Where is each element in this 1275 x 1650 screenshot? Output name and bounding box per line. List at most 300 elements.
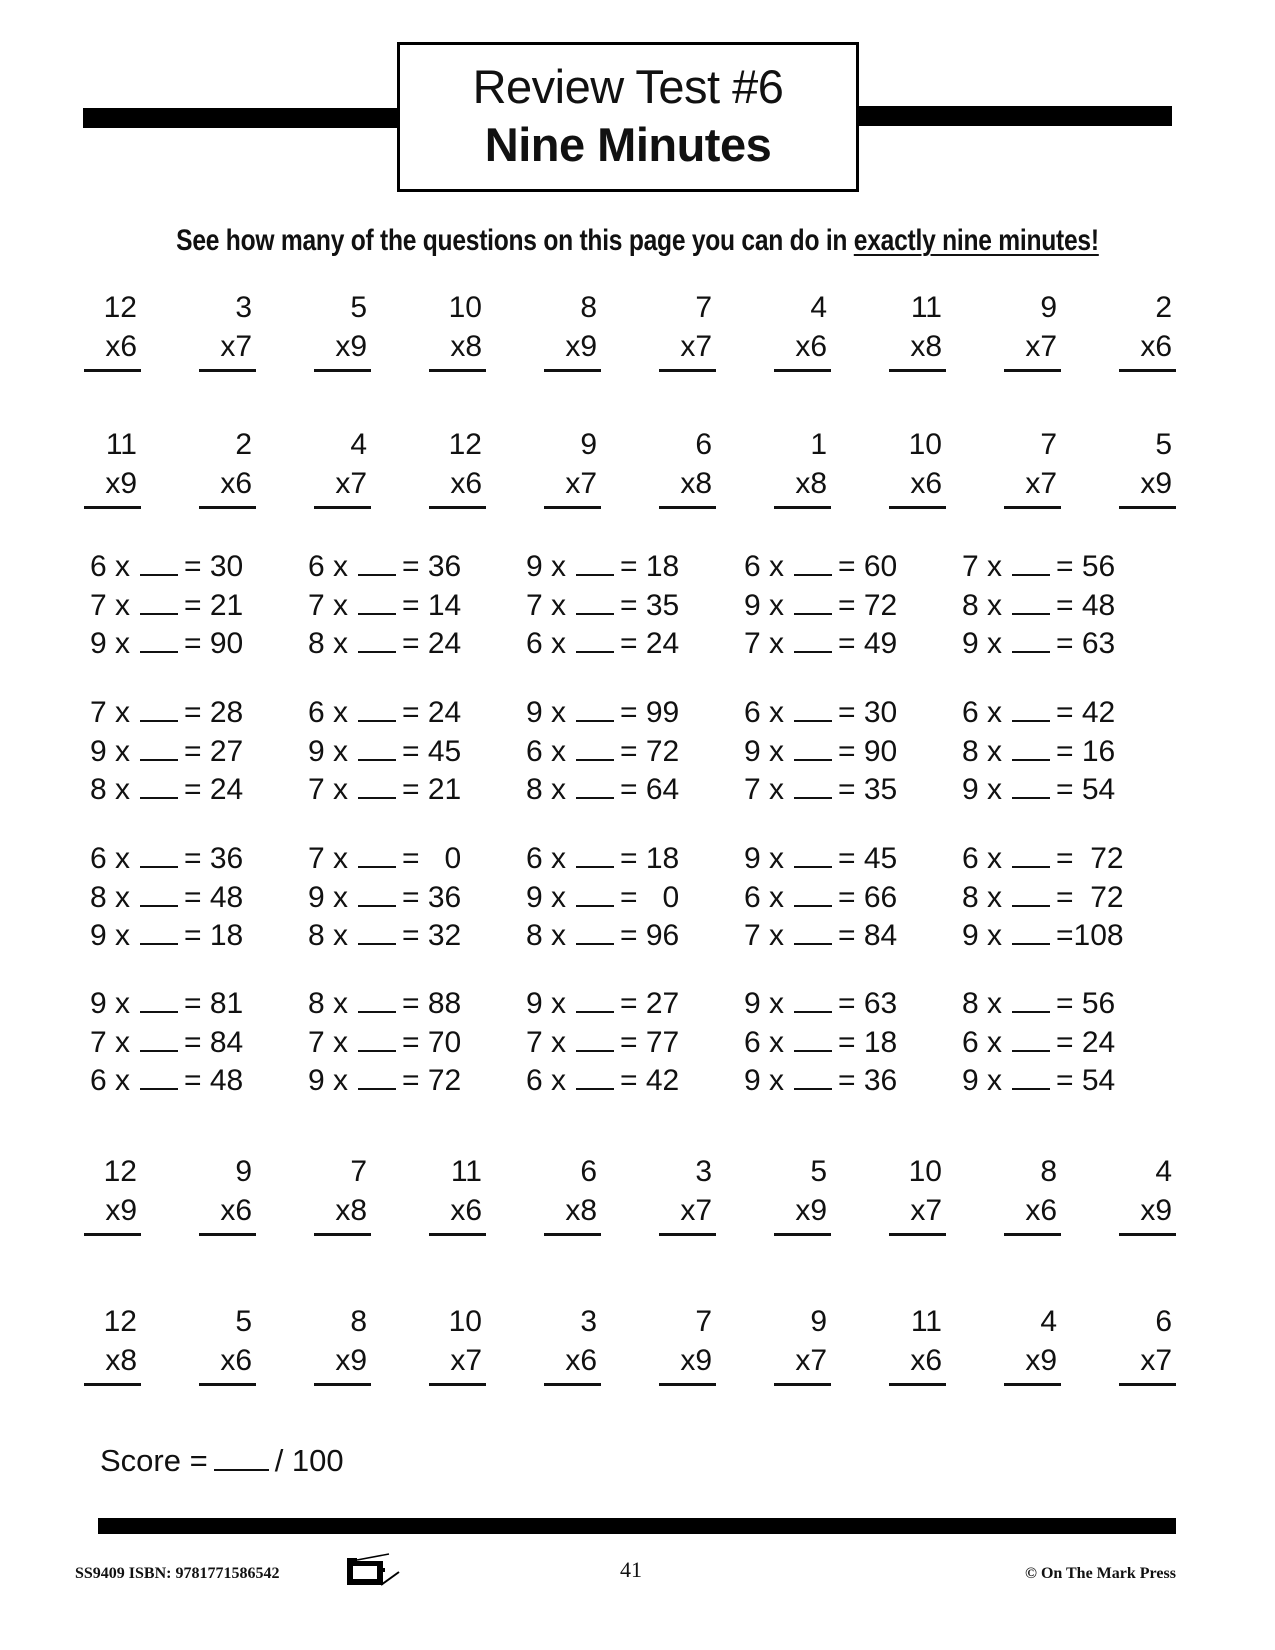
equation-factor: 9 x [962, 919, 1003, 952]
problem-multiplier: x6 [1025, 1194, 1057, 1227]
fill-in-equation [744, 840, 962, 879]
score-total: / 100 [274, 1443, 344, 1478]
answer-blank[interactable] [576, 1062, 614, 1090]
vertical-problem [84, 428, 141, 508]
problem-multiplier: x9 [795, 1194, 827, 1227]
equation-factor: 6 x [744, 1025, 785, 1059]
equation-factor: 9 x [962, 1064, 1003, 1097]
fill-in-group [526, 985, 744, 1101]
answer-line[interactable] [314, 1383, 371, 1386]
answer-line[interactable] [84, 1383, 141, 1386]
equation-product: = 63 [838, 987, 898, 1020]
vertical-problem [199, 291, 256, 371]
fill-in-equation [526, 879, 744, 918]
answer-blank[interactable] [358, 694, 396, 722]
equation-product: = 66 [838, 880, 898, 914]
answer-line[interactable] [84, 369, 141, 372]
equation-product: = 70 [402, 1025, 462, 1059]
answer-blank[interactable] [1012, 985, 1050, 1013]
vertical-problem [544, 1305, 601, 1385]
answer-blank[interactable] [140, 548, 178, 576]
answer-blank[interactable] [794, 879, 832, 907]
answer-blank[interactable] [576, 1024, 614, 1052]
problem-top-number: 5 [350, 291, 367, 324]
fill-in-equation [962, 625, 1180, 664]
problem-top-number: 6 [580, 1155, 597, 1188]
answer-line[interactable] [1004, 1383, 1061, 1386]
problem-top-number: 7 [695, 291, 712, 324]
fill-in-equation [90, 733, 308, 772]
answer-line[interactable] [199, 1233, 256, 1236]
score-blank[interactable] [214, 1443, 269, 1471]
problem-top-number: 8 [580, 291, 597, 324]
answer-blank[interactable] [794, 1062, 832, 1090]
answer-blank[interactable] [794, 771, 832, 799]
equation-product: = 49 [838, 627, 898, 660]
answer-blank[interactable] [576, 771, 614, 799]
equation-product: = 18 [838, 1025, 898, 1059]
answer-blank[interactable] [1012, 587, 1050, 615]
problem-multiplier: x9 [1140, 467, 1172, 500]
fill-in-block [90, 985, 1180, 1101]
problem-top-number: 10 [908, 428, 942, 461]
equation-factor: 8 x [90, 880, 131, 914]
vertical-problem [544, 291, 601, 371]
problem-top-number: 3 [695, 1155, 712, 1188]
answer-line[interactable] [1119, 1383, 1176, 1386]
problem-multiplier: x9 [105, 467, 137, 500]
answer-blank[interactable] [140, 879, 178, 907]
fill-in-group [962, 985, 1180, 1101]
equation-factor: 6 x [744, 550, 785, 583]
answer-blank[interactable] [794, 694, 832, 722]
equation-factor: 8 x [962, 987, 1003, 1020]
problem-top-number: 8 [1040, 1155, 1057, 1188]
answer-line[interactable] [314, 1233, 371, 1236]
answer-blank[interactable] [576, 840, 614, 868]
fill-in-group [526, 694, 744, 810]
fill-in-group [744, 985, 962, 1101]
fill-in-equation [308, 840, 526, 879]
equation-product: = 18 [620, 842, 680, 875]
fill-in-equation [526, 548, 744, 587]
problem-top-number: 5 [235, 1305, 252, 1338]
answer-blank[interactable] [140, 587, 178, 615]
fill-in-group [744, 840, 962, 956]
fill-in-block [90, 548, 1180, 664]
problem-top-number: 12 [448, 428, 482, 461]
fill-in-equation [308, 1024, 526, 1063]
fill-in-equation [308, 917, 526, 956]
equation-product: = 36 [838, 1064, 898, 1097]
equation-product: = 24 [402, 696, 462, 729]
answer-line[interactable] [659, 506, 716, 509]
answer-line[interactable] [659, 1383, 716, 1386]
problem-multiplier: x9 [105, 1194, 137, 1227]
vertical-problem [544, 428, 601, 508]
answer-line[interactable] [1119, 1233, 1176, 1236]
equation-factor: 7 x [90, 1025, 131, 1059]
fill-in-group [744, 694, 962, 810]
problem-top-number: 1 [810, 428, 827, 461]
fill-in-equation [526, 1062, 744, 1101]
equation-factor: 8 x [526, 773, 567, 806]
problem-multiplier: x7 [795, 1344, 827, 1377]
vertical-problem [1119, 1305, 1176, 1385]
answer-blank[interactable] [794, 1024, 832, 1052]
answer-line[interactable] [774, 1233, 831, 1236]
equation-product: = 60 [838, 550, 898, 583]
fill-in-group [962, 548, 1180, 664]
answer-line[interactable] [1119, 506, 1176, 509]
answer-line[interactable] [659, 1233, 716, 1236]
footer-code-isbn: SS9409 ISBN: 9781771586542 [75, 1565, 280, 1582]
vertical-problem [429, 428, 486, 508]
fill-in-block [90, 694, 1180, 810]
equation-factor: 6 x [526, 627, 567, 660]
vertical-problem [84, 1155, 141, 1235]
equation-product: = 99 [620, 696, 680, 729]
problem-top-number: 7 [1040, 428, 1057, 461]
answer-blank[interactable] [140, 917, 178, 945]
answer-blank[interactable] [794, 733, 832, 761]
vertical-problem [1004, 1305, 1061, 1385]
fill-in-group [308, 840, 526, 956]
score-line [100, 1443, 344, 1479]
equation-product: = 64 [620, 773, 680, 806]
answer-line[interactable] [889, 506, 946, 509]
fill-in-equation [962, 548, 1180, 587]
problem-multiplier: x7 [450, 1344, 482, 1377]
fill-in-equation [744, 548, 962, 587]
answer-line[interactable] [199, 369, 256, 372]
answer-line[interactable] [314, 506, 371, 509]
fill-in-equation [308, 694, 526, 733]
answer-blank[interactable] [358, 733, 396, 761]
equation-product: = 14 [402, 588, 462, 622]
vertical-problem-row [84, 291, 1176, 371]
answer-line[interactable] [314, 369, 371, 372]
fill-in-group [526, 548, 744, 664]
equation-factor: 9 x [526, 987, 567, 1020]
problem-multiplier: x6 [220, 1344, 252, 1377]
answer-blank[interactable] [358, 587, 396, 615]
vertical-problem [889, 1305, 946, 1385]
answer-line[interactable] [659, 369, 716, 372]
equation-product: = 36 [402, 550, 462, 583]
vertical-problem [1004, 291, 1061, 371]
vertical-problem [429, 291, 486, 371]
equation-factor: 9 x [744, 842, 785, 875]
answer-blank[interactable] [358, 548, 396, 576]
answer-blank[interactable] [358, 840, 396, 868]
answer-line[interactable] [544, 1383, 601, 1386]
equation-factor: 7 x [308, 1025, 349, 1059]
footer-bar [98, 1518, 1176, 1534]
vertical-problem [199, 428, 256, 508]
answer-blank[interactable] [576, 587, 614, 615]
answer-blank[interactable] [1012, 771, 1050, 799]
fill-in-equation [962, 587, 1180, 626]
answer-line[interactable] [889, 369, 946, 372]
answer-blank[interactable] [1012, 840, 1050, 868]
equation-product: = 96 [620, 919, 680, 952]
answer-line[interactable] [1004, 1233, 1061, 1236]
answer-blank[interactable] [140, 771, 178, 799]
problem-multiplier: x6 [105, 330, 137, 363]
answer-line[interactable] [84, 1233, 141, 1236]
answer-blank[interactable] [576, 917, 614, 945]
answer-blank[interactable] [576, 548, 614, 576]
equation-product: = 84 [838, 919, 898, 952]
problem-top-number: 6 [1155, 1305, 1172, 1338]
fill-in-equation [526, 587, 744, 626]
problem-top-number: 11 [910, 1305, 942, 1338]
equation-factor: 7 x [308, 773, 349, 806]
equation-factor: 6 x [526, 842, 567, 875]
fill-in-equation [308, 625, 526, 664]
answer-blank[interactable] [794, 985, 832, 1013]
vertical-problem [1004, 1155, 1061, 1235]
header-bar-right [855, 106, 1172, 126]
answer-blank[interactable] [576, 694, 614, 722]
equation-product: = 18 [620, 550, 680, 583]
title-box [397, 42, 859, 192]
page-subtitle: Nine Minutes [484, 118, 772, 171]
answer-line[interactable] [1119, 369, 1176, 372]
vertical-problem [889, 291, 946, 371]
answer-line[interactable] [889, 1383, 946, 1386]
answer-line[interactable] [429, 369, 486, 372]
answer-blank[interactable] [576, 879, 614, 907]
fill-in-equation [308, 733, 526, 772]
equation-product: = 0 [620, 880, 680, 914]
answer-blank[interactable] [794, 840, 832, 868]
vertical-problem [659, 428, 716, 508]
problem-multiplier: x8 [335, 1194, 367, 1227]
answer-blank[interactable] [1012, 548, 1050, 576]
answer-blank[interactable] [140, 694, 178, 722]
equation-factor: 6 x [962, 696, 1003, 729]
answer-line[interactable] [429, 1233, 486, 1236]
answer-blank[interactable] [140, 840, 178, 868]
equation-product: = 24 [620, 627, 680, 660]
answer-blank[interactable] [1012, 879, 1050, 907]
fill-in-equation [90, 1024, 308, 1063]
problem-top-number: 10 [448, 1305, 482, 1338]
fill-in-equation [308, 1062, 526, 1101]
problem-top-number: 7 [350, 1155, 367, 1188]
problem-top-number: 10 [908, 1155, 942, 1188]
answer-blank[interactable] [794, 625, 832, 653]
equation-factor: 7 x [308, 588, 349, 622]
instructions-text: See how many of the questions on this page you can do in [176, 224, 854, 257]
problem-multiplier: x6 [220, 467, 252, 500]
equation-factor: 9 x [308, 880, 349, 914]
fill-in-group [308, 985, 526, 1101]
fill-in-equation [962, 733, 1180, 772]
equation-factor: 9 x [308, 1064, 349, 1097]
answer-line[interactable] [429, 1383, 486, 1386]
fill-in-equation [962, 879, 1180, 918]
answer-line[interactable] [774, 506, 831, 509]
problem-top-number: 6 [695, 428, 712, 461]
problem-top-number: 10 [448, 291, 482, 324]
problem-multiplier: x6 [1140, 330, 1172, 363]
answer-line[interactable] [544, 369, 601, 372]
answer-line[interactable] [774, 1383, 831, 1386]
answer-line[interactable] [774, 369, 831, 372]
answer-line[interactable] [544, 1233, 601, 1236]
answer-blank[interactable] [140, 1024, 178, 1052]
vertical-problem [1119, 291, 1176, 371]
equation-product: =108 [1056, 919, 1124, 952]
answer-line[interactable] [429, 506, 486, 509]
equation-factor: 7 x [526, 1025, 567, 1059]
equation-factor: 9 x [744, 734, 785, 768]
answer-blank[interactable] [358, 1062, 396, 1090]
answer-blank[interactable] [1012, 917, 1050, 945]
equation-product: = 24 [184, 773, 244, 806]
problem-top-number: 12 [103, 291, 137, 324]
problem-multiplier: x7 [1140, 1344, 1172, 1377]
answer-blank[interactable] [140, 625, 178, 653]
answer-line[interactable] [889, 1233, 946, 1236]
answer-blank[interactable] [358, 1024, 396, 1052]
answer-blank[interactable] [576, 733, 614, 761]
answer-blank[interactable] [1012, 625, 1050, 653]
equation-factor: 8 x [962, 880, 1003, 914]
equation-factor: 9 x [90, 919, 131, 952]
answer-blank[interactable] [140, 1062, 178, 1090]
answer-blank[interactable] [1012, 1024, 1050, 1052]
fill-in-equation [744, 985, 962, 1024]
answer-blank[interactable] [358, 771, 396, 799]
vertical-problem [1119, 1155, 1176, 1235]
equation-factor: 6 x [308, 696, 349, 729]
equation-factor: 8 x [526, 919, 567, 952]
equation-product: = 16 [1056, 734, 1116, 768]
problem-top-number: 5 [810, 1155, 827, 1188]
problem-top-number: 9 [580, 428, 597, 461]
fill-in-equation [962, 917, 1180, 956]
vertical-problem [774, 1155, 831, 1235]
answer-line[interactable] [199, 506, 256, 509]
equation-factor: 6 x [962, 842, 1003, 875]
answer-blank[interactable] [140, 733, 178, 761]
equation-factor: 6 x [526, 734, 567, 768]
answer-blank[interactable] [794, 548, 832, 576]
equation-product: = 30 [184, 550, 244, 583]
problem-top-number: 11 [450, 1155, 482, 1188]
answer-line[interactable] [1004, 369, 1061, 372]
equation-product: = 27 [184, 734, 244, 768]
fill-in-equation [526, 733, 744, 772]
answer-blank[interactable] [358, 879, 396, 907]
equation-product: = 88 [402, 987, 462, 1020]
answer-blank[interactable] [576, 985, 614, 1013]
equation-factor: 7 x [962, 550, 1003, 583]
problem-multiplier: x6 [910, 467, 942, 500]
equation-factor: 9 x [90, 627, 131, 660]
equation-product: = 24 [1056, 1025, 1116, 1059]
fill-in-group [744, 548, 962, 664]
fill-in-group [308, 694, 526, 810]
answer-line[interactable] [1004, 506, 1061, 509]
problem-multiplier: x9 [1140, 1194, 1172, 1227]
equation-product: = 72 [402, 1064, 462, 1097]
equation-product: = 72 [1056, 880, 1124, 914]
fill-in-equation [744, 917, 962, 956]
fill-in-equation [90, 625, 308, 664]
equation-factor: 9 x [962, 773, 1003, 806]
equation-product: = 21 [184, 588, 244, 622]
equation-factor: 9 x [90, 987, 131, 1020]
problem-multiplier: x7 [910, 1194, 942, 1227]
answer-blank[interactable] [1012, 1062, 1050, 1090]
equation-factor: 7 x [744, 773, 785, 806]
fill-in-equation [90, 771, 308, 810]
equation-product: = 35 [620, 588, 680, 622]
fill-in-equation [308, 879, 526, 918]
equation-product: = 32 [402, 919, 462, 952]
equation-factor: 6 x [308, 550, 349, 583]
vertical-problem [84, 1305, 141, 1385]
equation-factor: 9 x [526, 550, 567, 583]
answer-blank[interactable] [1012, 733, 1050, 761]
answer-blank[interactable] [794, 917, 832, 945]
vertical-problem [659, 1305, 716, 1385]
copyright: © On The Mark Press [1025, 1565, 1176, 1582]
problem-top-number: 9 [810, 1305, 827, 1338]
problem-top-number: 7 [695, 1305, 712, 1338]
answer-blank[interactable] [1012, 694, 1050, 722]
answer-blank[interactable] [140, 985, 178, 1013]
equation-factor: 8 x [308, 627, 349, 660]
vertical-problem-row [84, 428, 1176, 508]
fill-in-block [90, 840, 1180, 956]
equation-product: = 24 [402, 627, 462, 660]
equation-product: = 45 [402, 734, 462, 768]
instructions [115, 224, 1161, 258]
vertical-problem [774, 1305, 831, 1385]
answer-line[interactable] [544, 506, 601, 509]
fill-in-equation [962, 1024, 1180, 1063]
answer-blank[interactable] [358, 985, 396, 1013]
problem-multiplier: x8 [680, 467, 712, 500]
vertical-problem [314, 428, 371, 508]
answer-blank[interactable] [358, 917, 396, 945]
problem-top-number: 2 [1155, 291, 1172, 324]
fill-in-equation [744, 694, 962, 733]
equation-factor: 7 x [308, 842, 349, 875]
header-bar-left [83, 108, 403, 128]
problem-multiplier: x9 [680, 1344, 712, 1377]
fill-in-equation [744, 879, 962, 918]
equation-product: = 48 [184, 1064, 244, 1097]
fill-in-equation [962, 771, 1180, 810]
answer-blank[interactable] [576, 625, 614, 653]
answer-blank[interactable] [358, 625, 396, 653]
answer-line[interactable] [84, 506, 141, 509]
problem-multiplier: x7 [680, 1194, 712, 1227]
problem-top-number: 12 [103, 1305, 137, 1338]
problem-multiplier: x7 [565, 467, 597, 500]
answer-blank[interactable] [794, 587, 832, 615]
answer-line[interactable] [199, 1383, 256, 1386]
vertical-problem [314, 1305, 371, 1385]
vertical-problem [429, 1155, 486, 1235]
